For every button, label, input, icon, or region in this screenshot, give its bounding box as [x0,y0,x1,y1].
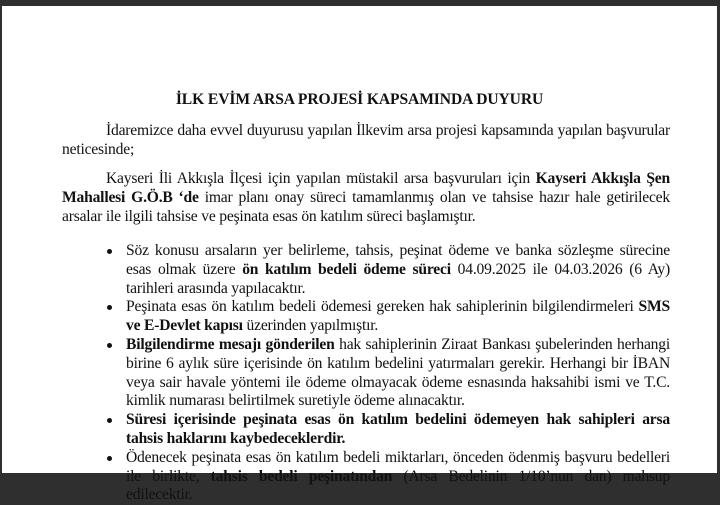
bullet-item [107,411,670,449]
bullet-bold-text: tahsis bedeli peşinatından [210,467,393,485]
paragraph-text: imar planı onay süreci tamamlanmış olan ve tahsise hazır hale getirilecek arsalar ile ilgili tahsise ve peşinata esas ön katılım süreci başlamıştır. [62,188,671,225]
announcement-paragraph [62,170,670,226]
bullet-icon [107,456,112,461]
bullet-text: (Arsa Bedelinin 1/10’nun dan) mahsup edilecektir. [126,467,670,504]
bullet-icon [107,418,112,423]
bullet-icon [107,343,112,348]
bullet-text: Peşinata esas ön katılım bedeli ödemesi gereken hak sahiplerinin bilgilendirmeleri [126,298,639,316]
bullet-text: Söz konusu arsaların yer belirleme, tahsis, peşinat ödeme ve banka sözleşme sürecine esas olmak üzere [126,242,670,278]
location-bold-text: Kayseri Akkışla Şen Mahallesi G.Ö.B ‘de [62,170,670,206]
bullet-item [107,242,670,298]
bullet-text: Ödenecek peşinata esas ön katılım bedeli miktarları, önceden ödenmiş başvuru bedelleri ile birlikte, [126,448,670,485]
bullet-text: 04.09.2025 ile 04.03.2026 (6 Ay) tarihleri arasında yapılacaktır. [126,260,670,297]
document-title: İLK EVİM ARSA PROJESİ KAPSAMINDA DUYURU [175,91,544,108]
bullet-bold-text: Bilgilendirme mesajı gönderilen [126,335,335,353]
bullet-item [107,336,670,411]
bullet-item [107,449,670,505]
bullet-icon [107,305,112,310]
bullet-bold-text: ön katılım bedeli ödeme süreci [242,260,451,278]
bullet-icon [107,249,112,254]
bullet-text: hak sahiplerinin Ziraat Bankası şubelerinden herhangi birine 6 aylık süre içerisinde ön katılım bedelini yatırmaları gerekir. Herhangi bir İBAN veya sair havale yöntemi ile ödeme olmayacak ödeme esnasında haksahibi ismi ve T.C. kimlik numarası belirtilmek suretiyle ödeme alınacaktır. [126,335,671,410]
bullet-bold-text: Süresi içerisinde peşinata esas ön katılım bedelini ödemeyen hak sahipleri arsa tahsis haklarını kaybedeceklerdir. [126,411,670,447]
bullet-item [107,298,670,336]
bullet-list [107,242,670,505]
document-page [2,6,717,504]
paragraph-text: Kayseri İli Akkışla İlçesi için yapılan müstakil arsa başvuruları için [106,170,536,187]
bullet-bold-text: SMS ve E-Devlet kapısı [126,298,670,335]
intro-paragraph: İdaremizce daha evvel duyurusu yapılan İlkevim arsa projesi kapsamında yapılan başvurular neticesinde; [62,122,670,158]
bullet-text: üzerinden yapılmıştır. [242,317,379,335]
